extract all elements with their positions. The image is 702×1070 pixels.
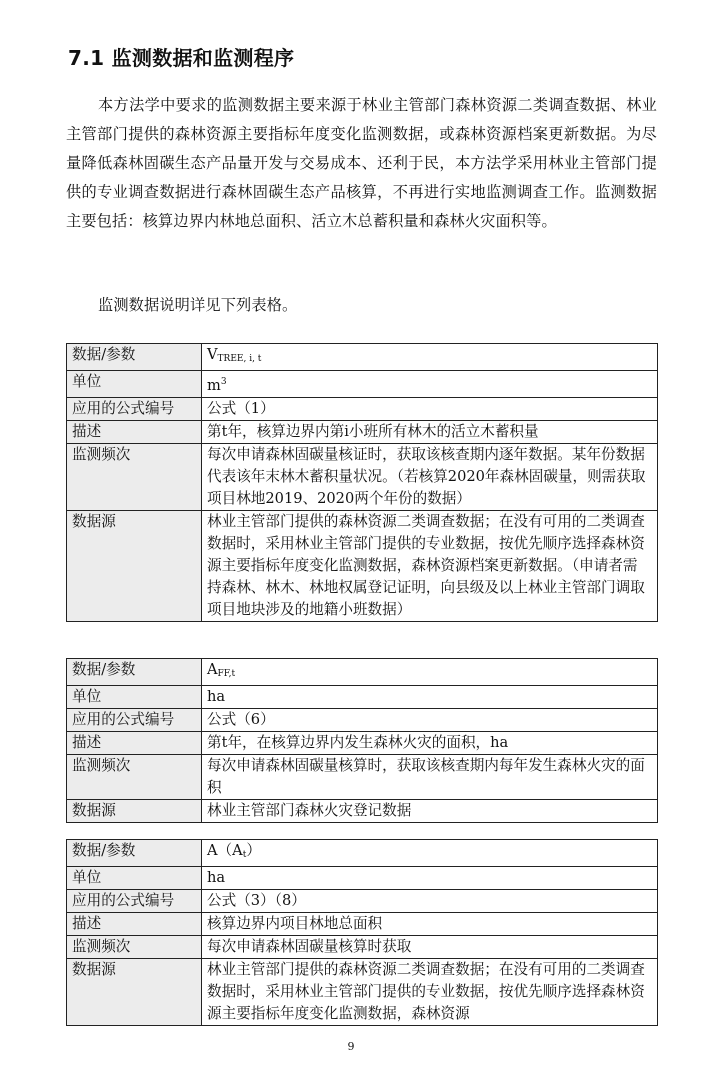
value-parameter: $A(A_t)$ xyxy=(202,840,658,867)
value-formula: 公式（6） xyxy=(202,709,658,732)
page-number: 9 xyxy=(347,1040,355,1053)
label-unit: 单位 xyxy=(67,867,202,890)
value-description: 核算边界内项目林地总面积 xyxy=(202,913,658,936)
table-row xyxy=(67,686,658,709)
table-row xyxy=(67,755,658,800)
data-table-aff xyxy=(66,658,658,823)
value-parameter: $V_{TREE, i, t}$ xyxy=(202,344,658,371)
table-row xyxy=(67,890,658,913)
value-source: 林业主管部门提供的森林资源二类调查数据；在没有可用的二类调查数据时，采用林业主管部门提供的专业数据，按优先顺序选择森林资源主要指标年度变化监测数据，森林资源档案更新数据。（申请者需持森林、林木、林地权属登记证明，向县级及以上林业主管部门调取项目地块涉及的地籍小班数据） xyxy=(202,511,658,622)
table-row xyxy=(67,913,658,936)
label-frequency: 监测频次 xyxy=(67,444,202,511)
data-table-area xyxy=(66,839,658,1026)
table-row xyxy=(67,867,658,890)
label-formula: 应用的公式编号 xyxy=(67,709,202,732)
table-row xyxy=(67,959,658,1026)
table-reference-paragraph: 监测数据说明详见下列表格。 xyxy=(98,296,298,314)
value-description: 第t年，核算边界内第i小班所有林木的活立木蓄积量 xyxy=(202,421,658,444)
label-description: 描述 xyxy=(67,421,202,444)
value-parameter: $A_{FF,t}$ xyxy=(202,659,658,686)
value-source: 林业主管部门森林火灾登记数据 xyxy=(202,800,658,823)
table-row xyxy=(67,371,658,398)
intro-paragraph: 本方法学中要求的监测数据主要来源于林业主管部门森林资源二类调查数据、林业主管部门提供的森林资源主要指标年度变化监测数据，或森林资源档案更新数据。为尽量降低森林固碳生态产品量开发与交易成本、还利于民，本方法学采用林业主管部门提供的专业调查数据进行森林固碳生态产品核算，不再进行实地监测调查工作。监测数据主要包括：核算边界内林地总面积、活立木总蓄积量和森林火灾面积等。 xyxy=(66,96,657,230)
label-source: 数据源 xyxy=(67,959,202,1026)
table-row xyxy=(67,344,658,371)
label-formula: 应用的公式编号 xyxy=(67,398,202,421)
value-description: 第t年，在核算边界内发生森林火灾的面积，ha xyxy=(202,732,658,755)
value-formula: 公式（3）（8） xyxy=(202,890,658,913)
table-row xyxy=(67,840,658,867)
table-row xyxy=(67,800,658,823)
value-unit: ha xyxy=(202,686,658,709)
section-heading: 7.1 监测数据和监测程序 xyxy=(68,46,295,70)
table-row xyxy=(67,659,658,686)
label-parameter: 数据/参数 xyxy=(67,840,202,867)
label-formula: 应用的公式编号 xyxy=(67,890,202,913)
table-row xyxy=(67,511,658,622)
table-row xyxy=(67,936,658,959)
label-unit: 单位 xyxy=(67,686,202,709)
label-frequency: 监测频次 xyxy=(67,755,202,800)
value-frequency: 每次申请森林固碳量核算时获取 xyxy=(202,936,658,959)
label-parameter: 数据/参数 xyxy=(67,344,202,371)
table-row xyxy=(67,709,658,732)
table-row xyxy=(67,732,658,755)
value-unit: ha xyxy=(202,867,658,890)
data-table-vtree xyxy=(66,343,658,622)
value-formula: 公式（1） xyxy=(202,398,658,421)
table-row xyxy=(67,398,658,421)
value-unit: $m^3$ xyxy=(202,371,658,398)
label-description: 描述 xyxy=(67,732,202,755)
label-parameter: 数据/参数 xyxy=(67,659,202,686)
table-row xyxy=(67,444,658,511)
value-frequency: 每次申请森林固碳量核算时，获取该核查期内每年发生森林火灾的面积 xyxy=(202,755,658,800)
value-frequency: 每次申请森林固碳量核证时，获取该核查期内逐年数据。某年份数据代表该年末林木蓄积量状况。（若核算2020年森林固碳量，则需获取项目林地2019、2020两个年份的数据） xyxy=(202,444,658,511)
label-source: 数据源 xyxy=(67,800,202,823)
value-source: 林业主管部门提供的森林资源二类调查数据；在没有可用的二类调查数据时，采用林业主管部门提供的专业数据，按优先顺序选择森林资源主要指标年度变化监测数据，森林资源 xyxy=(202,959,658,1026)
table-row xyxy=(67,421,658,444)
label-source: 数据源 xyxy=(67,511,202,622)
label-unit: 单位 xyxy=(67,371,202,398)
label-frequency: 监测频次 xyxy=(67,936,202,959)
label-description: 描述 xyxy=(67,913,202,936)
